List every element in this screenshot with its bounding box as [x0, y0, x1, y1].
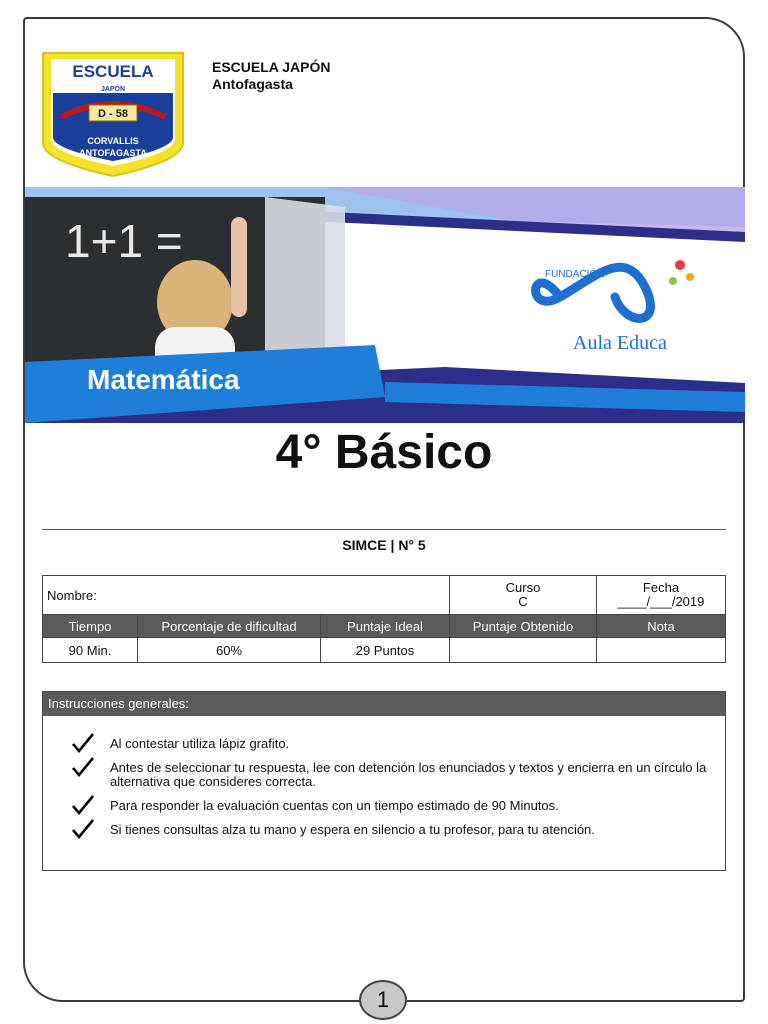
value-grade[interactable] [597, 638, 726, 663]
chalkboard-text: 1+1 = [65, 215, 183, 267]
logo-arc-text: FUNDACIÓN [545, 269, 605, 280]
value-difficulty: 60% [138, 638, 321, 663]
instruction-item: Si tienes consultas alza tu mano y espera en silencio a tu profesor, para tu atención. [110, 822, 595, 837]
course-label: Curso [505, 580, 541, 595]
checkmark-icon [71, 818, 95, 840]
instruction-item: Al contestar utiliza lápiz grafito. [110, 736, 290, 751]
crest-top-text: ESCUELA [72, 62, 154, 81]
header-time: Tiempo [43, 615, 138, 638]
exam-subtitle: SIMCE | N° 5 [342, 537, 426, 553]
instructions-box [42, 691, 726, 871]
student-info-table [42, 575, 726, 663]
crest-arc-text: JAPÓN [100, 86, 126, 93]
page-number: 1 [359, 980, 407, 1020]
checkmark-icon [71, 794, 95, 816]
value-time: 90 Min. [43, 638, 138, 663]
crest-code-text: D - 58 [98, 108, 128, 120]
instruction-item: Antes de seleccionar tu respuesta, lee con detención los enunciados y textos y encierra en un círculo la alternativa que consideres correcta. [110, 760, 707, 789]
school-name: ESCUELA JAPÓN [212, 59, 331, 75]
checkmark-icon [71, 756, 95, 778]
checkmark-icon [71, 732, 95, 754]
logo-name: Aula Educa [573, 332, 667, 354]
header-difficulty: Porcentaje de dificultad [138, 615, 321, 638]
header-grade: Nota [597, 615, 726, 638]
date-value: ____/___/2019 [617, 594, 705, 609]
header-obtained-score: Puntaje Obtenido [450, 615, 597, 638]
instruction-item: Para responder la evaluación cuentas con un tiempo estimado de 90 Minutos. [110, 798, 559, 813]
instructions-title: Instrucciones generales: [43, 692, 725, 716]
crest-line2-text: ANTOFAGASTA [79, 148, 147, 158]
date-cell[interactable] [597, 576, 726, 615]
value-obtained-score[interactable] [450, 638, 597, 663]
divider [42, 529, 726, 530]
course-value: C [518, 594, 528, 609]
name-label: Nombre: [47, 587, 97, 603]
school-crest-logo [41, 51, 185, 178]
name-cell[interactable] [43, 576, 450, 615]
date-label: Fecha [642, 580, 680, 595]
school-city: Antofagasta [212, 76, 293, 92]
header-ideal-score: Puntaje Ideal [321, 615, 450, 638]
value-ideal-score: 29 Puntos [321, 638, 450, 663]
school-header [212, 59, 331, 93]
course-cell [450, 576, 597, 615]
crest-line1-text: CORVALLIS [87, 136, 139, 146]
subject-banner [25, 187, 745, 423]
subject-title: Matemática [87, 364, 240, 395]
page-title: 4° Básico [275, 426, 493, 479]
